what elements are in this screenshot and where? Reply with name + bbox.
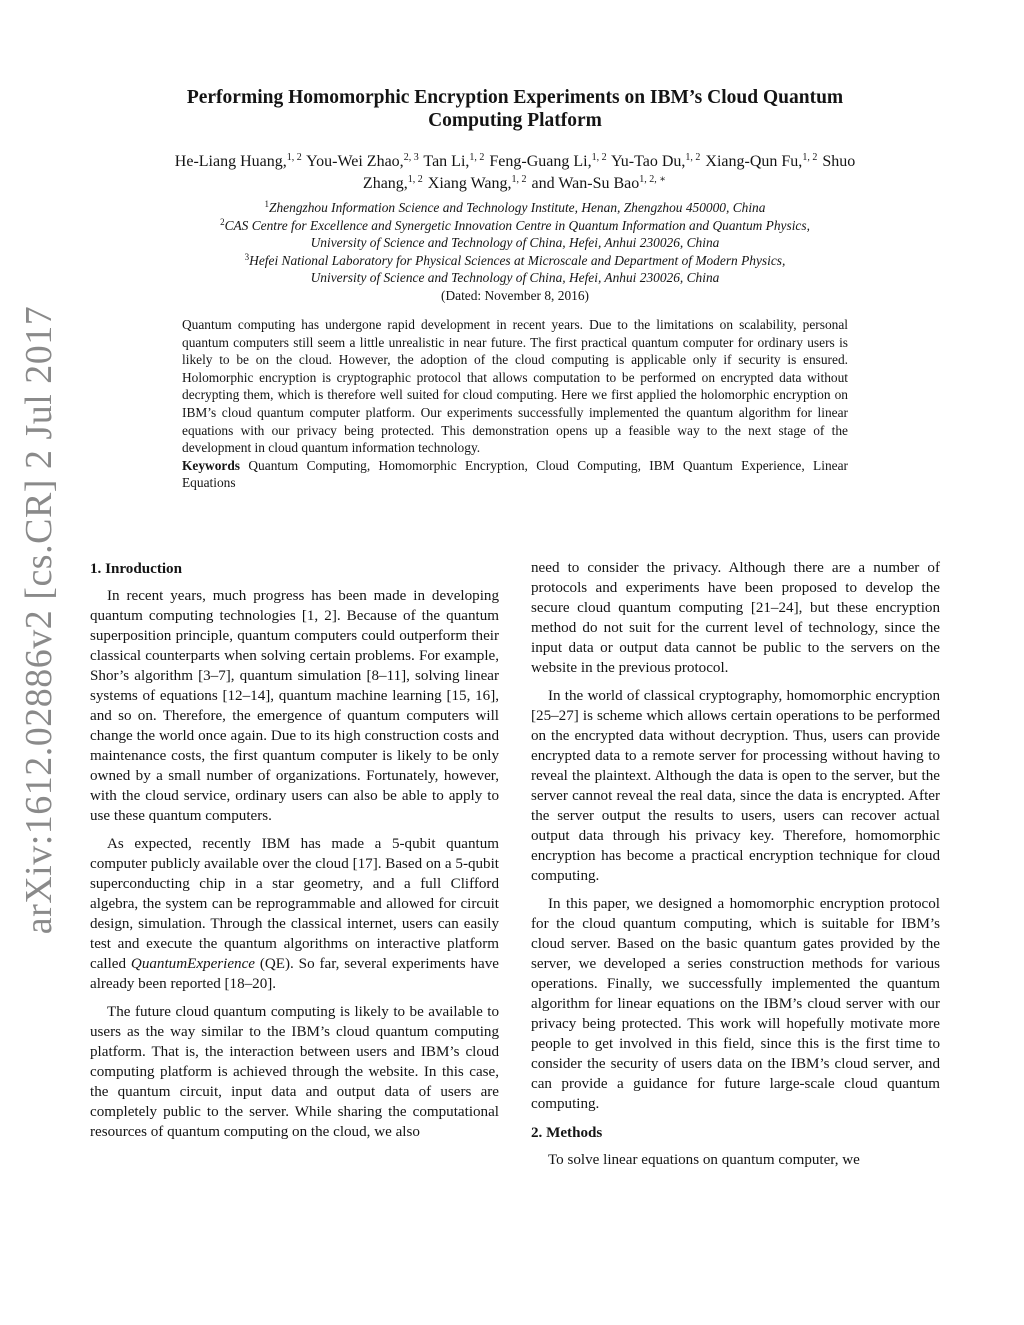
paragraph: In this paper, we designed a homomorphic encryption protocol for the cloud quantum computing, which is suitable for IBM’s cloud server. Based on the basic quantum gates provided by the server, we developed a series construction methods for various operations. Finally, we successfully implemented the quantum algorithm for linear equations on the IBM’s cloud server with our privacy being protected. This work will hopefully motivate more people to get involved in this field, since this is the first time to consider the security of users data on the IBM’s cloud server, and can provide a guidance for future large-scale cloud quantum computing. [531, 896, 940, 1112]
abstract [182, 316, 848, 492]
author: and Wan-Su Bao$^{1, 2, ∗}$ [531, 174, 667, 192]
author: You-Wei Zhao,$^{2, 3}$ [306, 152, 419, 170]
author-list [150, 151, 880, 195]
affiliations [110, 199, 920, 304]
keywords [182, 457, 848, 492]
author: Yu-Tao Du,$^{1, 2}$ [611, 152, 701, 170]
paragraph: need to consider the privacy. Although there are a number of protocols and experiments have been proposed to develop the secure cloud quantum computing [21–24], but these encryption method do not suit for the current level of technology, since the input data or output data cannot be public to the servers on the website in the previous protocol. [531, 560, 940, 676]
author: Shuo Zhang,$^{1, 2}$ [362, 153, 856, 192]
author: He-Liang Huang,$^{1, 2}$ [174, 152, 302, 170]
affiliation: $^2$CAS Centre for Excellence and Synergetic Innovation Centre in Quantum Information and Quantum Physics, [220, 216, 810, 233]
section-heading-methods: 2. Methods [531, 1125, 603, 1141]
paragraph: In recent years, much progress has been made in developing quantum computing technologies [1, 2]. Because of the quantum superposition principle, quantum computers could outperform their classical counterparts when solving certain problems. For example, Shor’s algorithm [3–7], quantum simulation [8–11], solving linear systems of equations [12–14], quantum machine learning [15, 16], and so on. Therefore, the emergence of quantum computers will change the world once again. Due to its high construction costs and maintenance costs, the first quantum computer is likely to be only owned by a small number of organizations. Fortunately, however, with the cloud service, ordinary users can also be able to apply to use these quantum computers. [90, 588, 499, 824]
author: Feng-Guang Li,$^{1, 2}$ [489, 152, 607, 170]
paper-title [120, 86, 910, 132]
affiliation: University of Science and Technology of China, Hefei, Anhui 230026, China [310, 270, 720, 285]
right-column [531, 558, 940, 1178]
affiliation: $^3$Hefei National Laboratory for Physical Sciences at Microscale and Department of Modern Physics, [244, 251, 786, 268]
left-column [90, 558, 499, 1150]
paragraph: To solve linear equations on quantum computer, we [548, 1152, 860, 1168]
paragraph: The future cloud quantum computing is likely to be available to users as the way similar to the IBM’s cloud quantum computing platform. That is, the interaction between users and IBM’s cloud computing platform is achieved through the website. In this case, the quantum circuit, input data and output data of users are completely public to the server. While sharing the computational resources of quantum computing on the cloud, we also [90, 1004, 499, 1140]
affiliation: $^1$Zhengzhou Information Science and Technology Institute, Henan, Zhengzhou 450000, China [264, 199, 766, 215]
arxiv-identifier: arXiv:1612.02886v2 [cs.CR] 2 Jul 2017 [18, 305, 60, 935]
keywords-text: Quantum Computing, Homomorphic Encryption, Cloud Computing, IBM Quantum Experience, Linear Equations [182, 457, 848, 491]
affiliation: University of Science and Technology of China, Hefei, Anhui 230026, China [310, 235, 720, 250]
arxiv-sidebar [14, 305, 64, 935]
abstract-text: Quantum computing has undergone rapid development in recent years. Due to the limitations on scalability, personal quantum computers still seem a little unrealistic in near future. The first practical quantum computer for ordinary users is likely to be on the cloud. However, the adoption of the cloud computing is applicable only if security is ensured. Holomorphic encryption is cryptographic protocol that allows computation to be performed on encrypted data without decrypting them, which is therefore well suited for cloud computing. Here we first applied the holomorphic encryption on IBM’s cloud quantum computer platform. Our experiments successfully implemented the quantum algorithm for linear equations with our privacy being protected. This demonstration opens up a feasible way to the next stage of the development in cloud quantum information technology. [182, 317, 848, 456]
author: Tan Li,$^{1, 2}$ [423, 152, 485, 170]
title-line-2: Computing Platform [428, 110, 602, 131]
section-heading-introduction: 1. Inroduction [90, 561, 182, 577]
author: Xiang-Qun Fu,$^{1, 2}$ [705, 152, 818, 170]
paragraph: As expected, recently IBM has made a 5-qubit quantum computer publicly available over the cloud [17]. Based on a 5-qubit superconducting chip in a star geometry, and a full Clifford algebra, the system can be reprogrammable and allowed for circuit design, simulation. Through the classical internet, users can easily test and execute the quantum algorithms on interactive platform called QuantumExperience (QE). So far, several experiments have already been reported [18–20]. [90, 836, 499, 992]
title-line-1: Performing Homomorphic Encryption Experiments on IBM’s Cloud Quantum [186, 87, 844, 108]
paragraph: In the world of classical cryptography, homomorphic encryption [25–27] is scheme which allows certain operations to be performed on the encrypted data without decryption. Thus, users can provide encrypted data to a remote server for processing without having to reveal the plaintext. Although the data is open to the server, but the server cannot reveal the real data, since the data is encrypted. After the server output the results to users, users can recover actual output data through his privacy key. Therefore, homomorphic encryption has become a practical encryption technique for cloud computing. [531, 688, 940, 884]
quantum-experience-term: QuantumExperience [130, 956, 255, 972]
dated-line: (Dated: November 8, 2016) [441, 287, 589, 303]
author: Xiang Wang,$^{1, 2}$ [427, 174, 527, 192]
keywords-label: Keywords [182, 457, 241, 473]
